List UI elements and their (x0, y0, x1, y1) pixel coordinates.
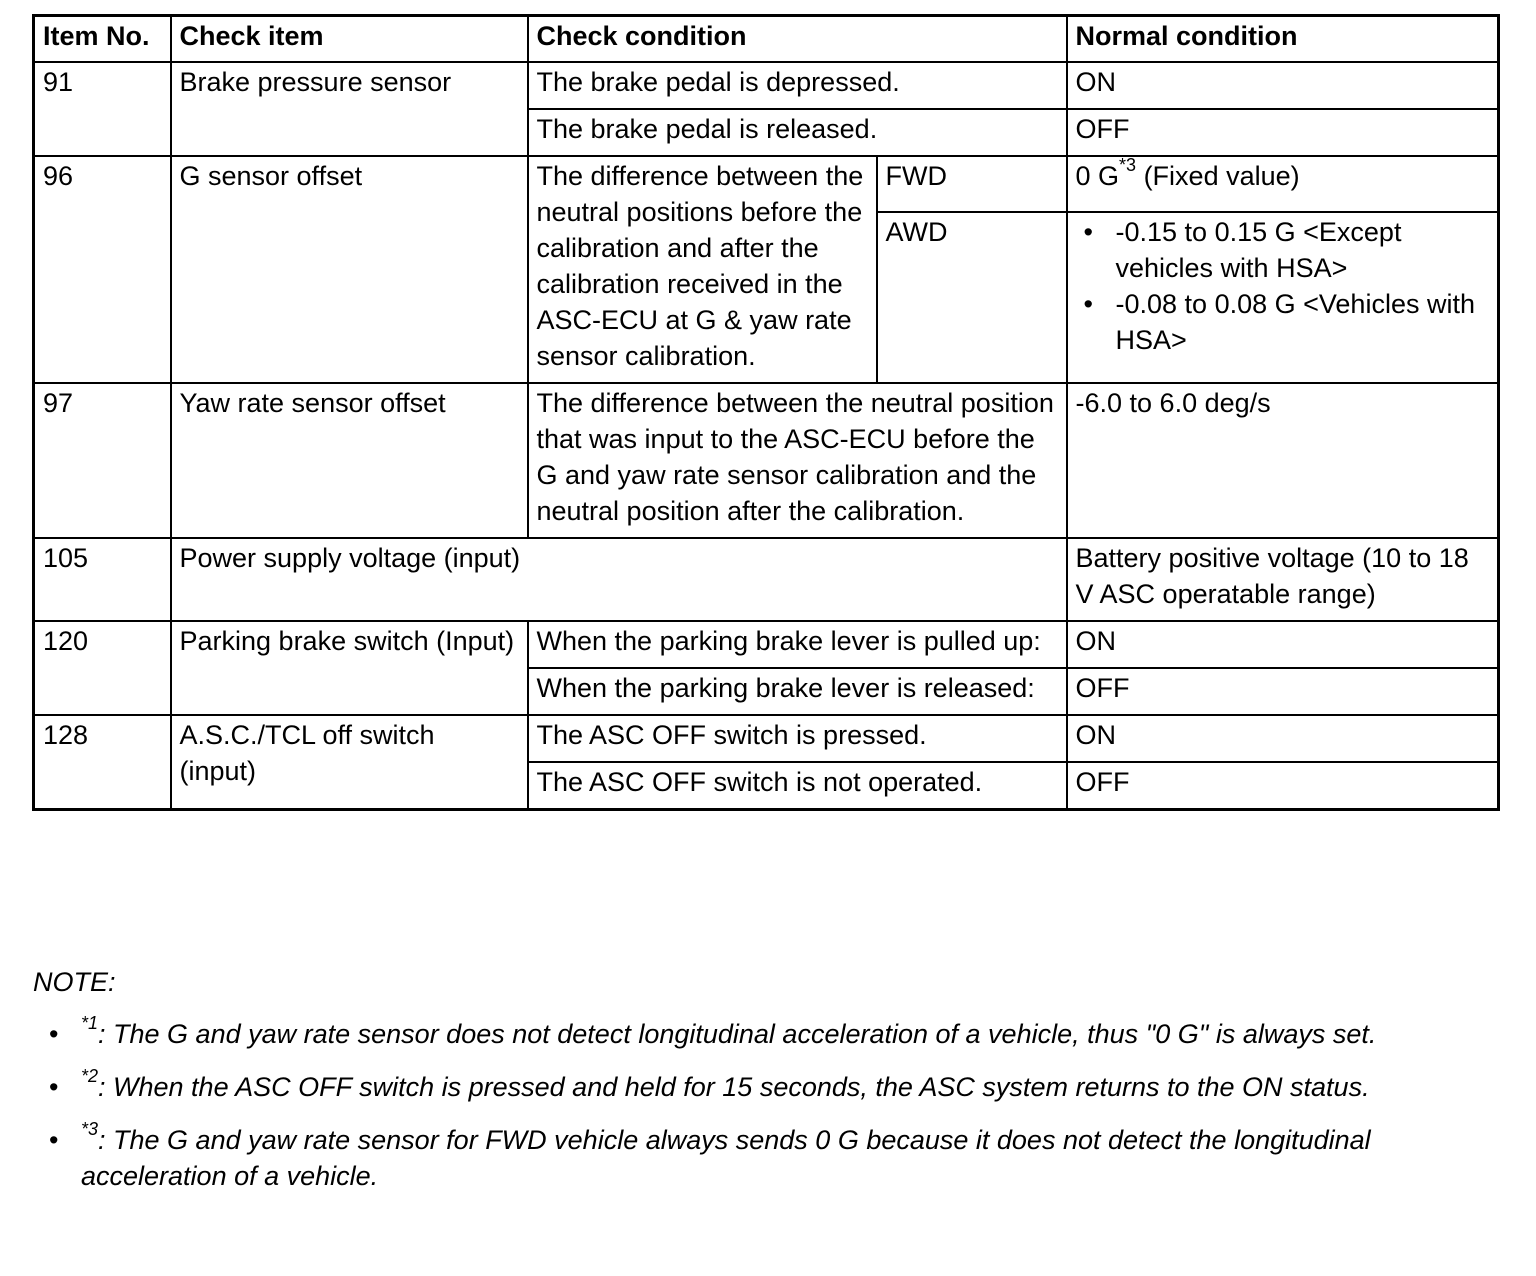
normal-condition-cell: ON (1067, 621, 1499, 668)
footnote-marker: *1 (81, 1013, 99, 1033)
list-item: • -0.15 to 0.15 G <Except vehicles with HSA> (1076, 214, 1490, 286)
check-condition-cell: When the parking brake lever is pulled up: (528, 621, 1067, 668)
item-no-cell: 105 (34, 538, 171, 621)
check-condition-cell: The brake pedal is depressed. (528, 62, 1067, 109)
footnote-list (33, 1013, 1503, 1194)
item-no-cell: 91 (34, 62, 171, 156)
item-no-cell: 128 (34, 715, 171, 810)
table-row (34, 383, 1499, 538)
check-item-cell: Power supply voltage (input) (171, 538, 1067, 621)
normal-condition-cell: -6.0 to 6.0 deg/s (1067, 383, 1499, 538)
footnote-item (33, 1119, 1503, 1194)
list-item: • -0.08 to 0.08 G <Vehicles with HSA> (1076, 286, 1490, 358)
item-no-cell: 97 (34, 383, 171, 538)
table-row (34, 621, 1499, 668)
fwd-value: 0 G (1075, 161, 1120, 191)
check-condition-cell: The ASC OFF switch is pressed. (528, 715, 1067, 762)
notes-section (33, 964, 1503, 1211)
check-item-cell: Yaw rate sensor offset (171, 383, 528, 538)
item-no-cell: 96 (34, 156, 171, 383)
header-normal-condition: Normal condition (1067, 16, 1499, 63)
bullet-icon: • (1083, 217, 1093, 248)
bullet-icon: • (49, 1019, 59, 1049)
normal-condition-cell: OFF (1067, 762, 1499, 810)
check-condition-cell: When the parking brake lever is released: (528, 668, 1067, 715)
check-item-cell: A.S.C./TCL off switch (input) (171, 715, 528, 810)
normal-condition-cell: Battery positive voltage (10 to 18 V ASC operatable range) (1067, 538, 1499, 621)
normal-condition-cell: OFF (1067, 109, 1499, 156)
footnote-text: : The G and yaw rate sensor for FWD vehicle always sends 0 G because it does not detect the longitudinal acceleration of a vehicle. (81, 1125, 1371, 1191)
bullet-icon: • (49, 1125, 59, 1155)
normal-condition-cell: ON (1067, 62, 1499, 109)
check-item-cell: G sensor offset (171, 156, 528, 383)
check-condition-cell: The difference between the neutral positions before the calibration and after the calibration received in the ASC-ECU at G & yaw rate sensor calibration. (528, 156, 877, 383)
table-row (34, 538, 1499, 621)
header-item-no: Item No. (34, 16, 171, 63)
item-no-cell: 120 (34, 621, 171, 715)
table-header-row (34, 16, 1499, 63)
check-table (32, 14, 1500, 811)
footnote-text: : The G and yaw rate sensor does not detect longitudinal acceleration of a vehicle, thus "0 G" is always set. (98, 1019, 1377, 1049)
note-label: NOTE: (33, 967, 116, 997)
check-condition-cell: The ASC OFF switch is not operated. (528, 762, 1067, 810)
check-condition-cell: The difference between the neutral position that was input to the ASC-ECU before the G and yaw rate sensor calibration and the neutral position after the calibration. (528, 383, 1067, 538)
normal-condition-cell (1067, 212, 1499, 383)
normal-condition-cell: OFF (1067, 668, 1499, 715)
bullet-icon: • (49, 1072, 59, 1102)
normal-condition-cell (1067, 156, 1499, 212)
drive-type-awd: AWD (877, 212, 1067, 383)
check-item-cell: Brake pressure sensor (171, 62, 528, 156)
check-item-cell: Parking brake switch (Input) (171, 621, 528, 715)
footnote-text: : When the ASC OFF switch is pressed and held for 15 seconds, the ASC system returns to the ON status. (98, 1072, 1370, 1102)
table-row (34, 156, 1499, 212)
fwd-value-suffix: (Fixed value) (1136, 161, 1300, 191)
normal-condition-cell: ON (1067, 715, 1499, 762)
footnote-ref: *3 (1119, 155, 1137, 175)
footnote-marker: *3 (81, 1119, 99, 1139)
drive-type-fwd: FWD (877, 156, 1067, 212)
header-check-item: Check item (171, 16, 528, 63)
check-condition-cell: The brake pedal is released. (528, 109, 1067, 156)
footnote-item (33, 1013, 1503, 1052)
footnote-marker: *2 (81, 1066, 99, 1086)
footnote-item (33, 1066, 1503, 1105)
header-check-condition: Check condition (528, 16, 1067, 63)
awd-value-list (1076, 214, 1490, 358)
table-row (34, 715, 1499, 762)
table-row (34, 62, 1499, 109)
bullet-icon: • (1083, 289, 1093, 320)
